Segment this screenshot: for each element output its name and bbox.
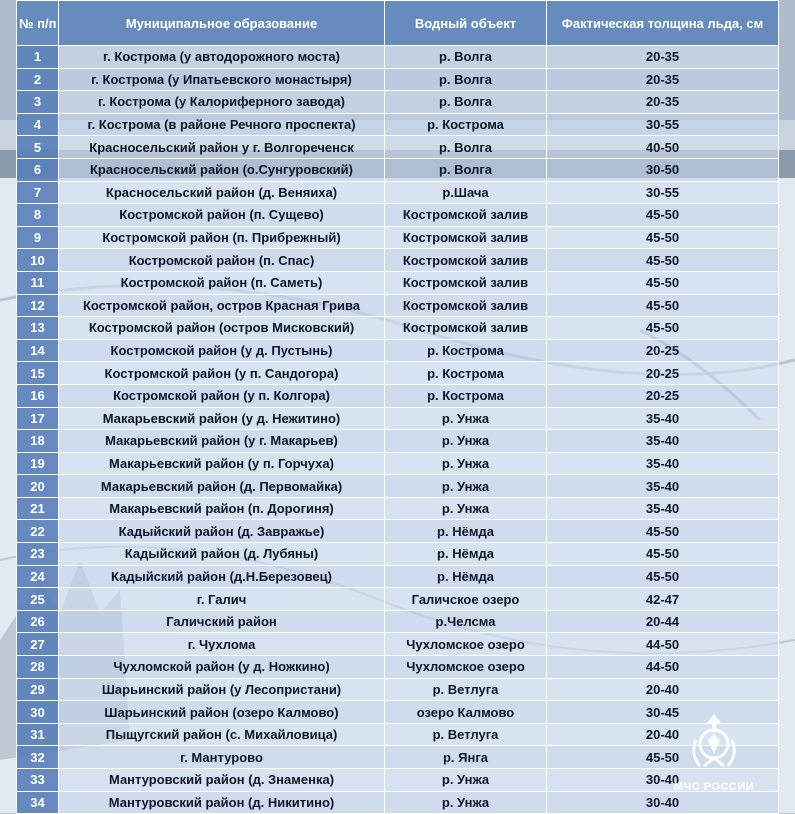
table-row [17,497,779,520]
cell-num: 11 [17,271,59,294]
cell-water-body: р.Челсма [385,610,547,633]
cell-municipality: г. Кострома (у Ипатьевского монастыря) [59,68,385,91]
cell-num: 23 [17,543,59,566]
table-row [17,610,779,633]
cell-ice-thickness: 20-35 [547,91,779,114]
cell-municipality: Кадыйский район (д. Лубяны) [59,543,385,566]
cell-water-body: р. Унжа [385,407,547,430]
cell-ice-thickness: 30-40 [547,791,779,814]
cell-municipality: Кадыйский район (д.Н.Березовец) [59,565,385,588]
cell-ice-thickness: 45-50 [547,249,779,272]
emergency-ministry-emblem-icon [686,710,742,774]
cell-ice-thickness: 45-50 [547,543,779,566]
cell-municipality: г. Галич [59,588,385,611]
cell-water-body: р. Кострома [385,362,547,385]
cell-municipality: Галичский район [59,610,385,633]
table-row [17,633,779,656]
cell-num: 27 [17,633,59,656]
cell-municipality: Костромской район (остров Мисковский) [59,317,385,340]
cell-water-body: р. Ветлуга [385,723,547,746]
cell-num: 26 [17,610,59,633]
cell-water-body: р. Нёмда [385,543,547,566]
cell-num: 34 [17,791,59,814]
table-row [17,249,779,272]
cell-num: 31 [17,723,59,746]
cell-municipality: г. Кострома (у Калориферного завода) [59,91,385,114]
header-num: № п/п [17,1,59,46]
cell-water-body: р. Унжа [385,452,547,475]
cell-ice-thickness: 20-44 [547,610,779,633]
cell-num: 28 [17,656,59,679]
table-row [17,565,779,588]
cell-municipality: Костромской район (у п. Сандогора) [59,362,385,385]
cell-ice-thickness: 35-40 [547,497,779,520]
cell-num: 1 [17,46,59,69]
cell-ice-thickness: 42-47 [547,588,779,611]
cell-water-body: р. Волга [385,136,547,159]
cell-municipality: Шарьинский район (у Лесопристани) [59,678,385,701]
cell-water-body: Костромской залив [385,317,547,340]
cell-municipality: Костромской район (п. Спас) [59,249,385,272]
cell-num: 14 [17,339,59,362]
cell-num: 22 [17,520,59,543]
cell-num: 2 [17,68,59,91]
cell-municipality: г. Чухлома [59,633,385,656]
ice-thickness-table [16,0,779,814]
table-row [17,271,779,294]
header-municipality: Муниципальное образование [59,1,385,46]
table-row [17,136,779,159]
cell-water-body: р. Волга [385,158,547,181]
table-row [17,158,779,181]
cell-municipality: Чухломской район (у д. Ножкино) [59,656,385,679]
cell-water-body: Костромской залив [385,271,547,294]
cell-municipality: Мантуровский район (д. Никитино) [59,791,385,814]
table-row [17,656,779,679]
cell-municipality: Костромской район (у д. Пустынь) [59,339,385,362]
cell-municipality: Костромской район (у п. Колгора) [59,384,385,407]
cell-water-body: р. Унжа [385,769,547,792]
table-row [17,588,779,611]
table-row [17,68,779,91]
cell-ice-thickness: 35-40 [547,407,779,430]
cell-municipality: Пыщугский район (с. Михайловица) [59,723,385,746]
cell-municipality: Кадыйский район (д. Завражье) [59,520,385,543]
cell-num: 6 [17,158,59,181]
cell-water-body: р.Шача [385,181,547,204]
cell-num: 21 [17,497,59,520]
cell-num: 17 [17,407,59,430]
logo-text: МЧС РОССИИ [673,781,755,793]
cell-municipality: Костромской район, остров Красная Грива [59,294,385,317]
cell-ice-thickness: 45-50 [547,317,779,340]
cell-ice-thickness: 44-50 [547,656,779,679]
table-row [17,407,779,430]
cell-num: 18 [17,430,59,453]
cell-ice-thickness: 45-50 [547,271,779,294]
ice-thickness-table-container [16,0,778,814]
table-row [17,475,779,498]
cell-water-body: р. Волга [385,68,547,91]
cell-ice-thickness: 30-55 [547,181,779,204]
table-row [17,226,779,249]
table-row [17,452,779,475]
cell-num: 13 [17,317,59,340]
cell-ice-thickness: 20-40 [547,723,779,746]
cell-municipality: Макарьевский район (д. Первомайка) [59,475,385,498]
cell-municipality: Костромской район (п. Саметь) [59,271,385,294]
cell-num: 8 [17,204,59,227]
cell-num: 4 [17,113,59,136]
cell-municipality: Макарьевский район (у п. Горчуха) [59,452,385,475]
cell-municipality: Макарьевский район (у д. Нежитино) [59,407,385,430]
cell-municipality: г. Кострома (в районе Речного проспекта) [59,113,385,136]
cell-municipality: г. Кострома (у автодорожного моста) [59,46,385,69]
table-row [17,339,779,362]
table-row [17,723,779,746]
table-header-row [17,1,779,46]
table-row [17,362,779,385]
cell-water-body: р. Унжа [385,791,547,814]
cell-num: 5 [17,136,59,159]
cell-num: 32 [17,746,59,769]
cell-ice-thickness: 45-50 [547,226,779,249]
cell-water-body: Чухломское озеро [385,633,547,656]
cell-water-body: р. Нёмда [385,565,547,588]
cell-ice-thickness: 30-40 [547,769,779,792]
cell-ice-thickness: 45-50 [547,294,779,317]
table-row [17,294,779,317]
cell-water-body: р. Кострома [385,339,547,362]
cell-num: 29 [17,678,59,701]
cell-ice-thickness: 45-50 [547,565,779,588]
cell-water-body: р. Унжа [385,430,547,453]
cell-ice-thickness: 20-25 [547,339,779,362]
cell-num: 24 [17,565,59,588]
cell-municipality: Красносельский район у г. Волгореченск [59,136,385,159]
cell-municipality: Мантуровский район (д. Знаменка) [59,769,385,792]
cell-water-body: Костромской залив [385,249,547,272]
cell-ice-thickness: 35-40 [547,475,779,498]
table-body [17,46,779,814]
cell-num: 12 [17,294,59,317]
cell-water-body: р. Унжа [385,497,547,520]
table-row [17,678,779,701]
cell-water-body: р. Нёмда [385,520,547,543]
cell-ice-thickness: 45-50 [547,746,779,769]
cell-water-body: р. Волга [385,91,547,114]
cell-municipality: Костромской район (п. Прибрежный) [59,226,385,249]
cell-num: 10 [17,249,59,272]
cell-municipality: Макарьевский район (п. Дорогиня) [59,497,385,520]
cell-water-body: р. Кострома [385,384,547,407]
cell-municipality: Шарьинский район (озеро Калмово) [59,701,385,724]
cell-ice-thickness: 30-50 [547,158,779,181]
cell-municipality: Красносельский район (д. Веняиха) [59,181,385,204]
table-row [17,317,779,340]
cell-ice-thickness: 35-40 [547,452,779,475]
cell-ice-thickness: 30-45 [547,701,779,724]
cell-ice-thickness: 20-35 [547,46,779,69]
cell-municipality: Красносельский район (о.Сунгуровский) [59,158,385,181]
cell-num: 16 [17,384,59,407]
cell-ice-thickness: 45-50 [547,520,779,543]
table-row [17,746,779,769]
table-row [17,91,779,114]
cell-water-body: Костромской залив [385,204,547,227]
header-water-body: Водный объект [385,1,547,46]
header-ice-thickness: Фактическая толщина льда, см [547,1,779,46]
cell-water-body: Чухломское озеро [385,656,547,679]
cell-water-body: р. Кострома [385,113,547,136]
table-row [17,543,779,566]
table-row [17,701,779,724]
table-row [17,204,779,227]
cell-water-body: Галичское озеро [385,588,547,611]
table-row [17,791,779,814]
cell-num: 30 [17,701,59,724]
table-row [17,769,779,792]
cell-ice-thickness: 40-50 [547,136,779,159]
cell-water-body: р. Ветлуга [385,678,547,701]
cell-ice-thickness: 35-40 [547,430,779,453]
cell-num: 3 [17,91,59,114]
cell-water-body: Костромской залив [385,294,547,317]
cell-municipality: Костромской район (п. Сущево) [59,204,385,227]
mchs-logo [669,710,759,793]
cell-ice-thickness: 30-55 [547,113,779,136]
cell-ice-thickness: 20-25 [547,362,779,385]
cell-water-body: р. Унжа [385,475,547,498]
cell-municipality: г. Мантурово [59,746,385,769]
table-row [17,430,779,453]
cell-num: 15 [17,362,59,385]
table-row [17,384,779,407]
cell-ice-thickness: 20-25 [547,384,779,407]
cell-num: 9 [17,226,59,249]
cell-ice-thickness: 20-40 [547,678,779,701]
cell-water-body: р. Волга [385,46,547,69]
cell-num: 7 [17,181,59,204]
cell-num: 20 [17,475,59,498]
cell-ice-thickness: 45-50 [547,204,779,227]
cell-num: 19 [17,452,59,475]
cell-water-body: озеро Калмово [385,701,547,724]
cell-water-body: р. Янга [385,746,547,769]
cell-ice-thickness: 44-50 [547,633,779,656]
cell-ice-thickness: 20-35 [547,68,779,91]
cell-num: 33 [17,769,59,792]
table-row [17,520,779,543]
table-row [17,46,779,69]
cell-num: 25 [17,588,59,611]
cell-water-body: Костромской залив [385,226,547,249]
cell-municipality: Макарьевский район (у г. Макарьев) [59,430,385,453]
table-row [17,181,779,204]
table-row [17,113,779,136]
